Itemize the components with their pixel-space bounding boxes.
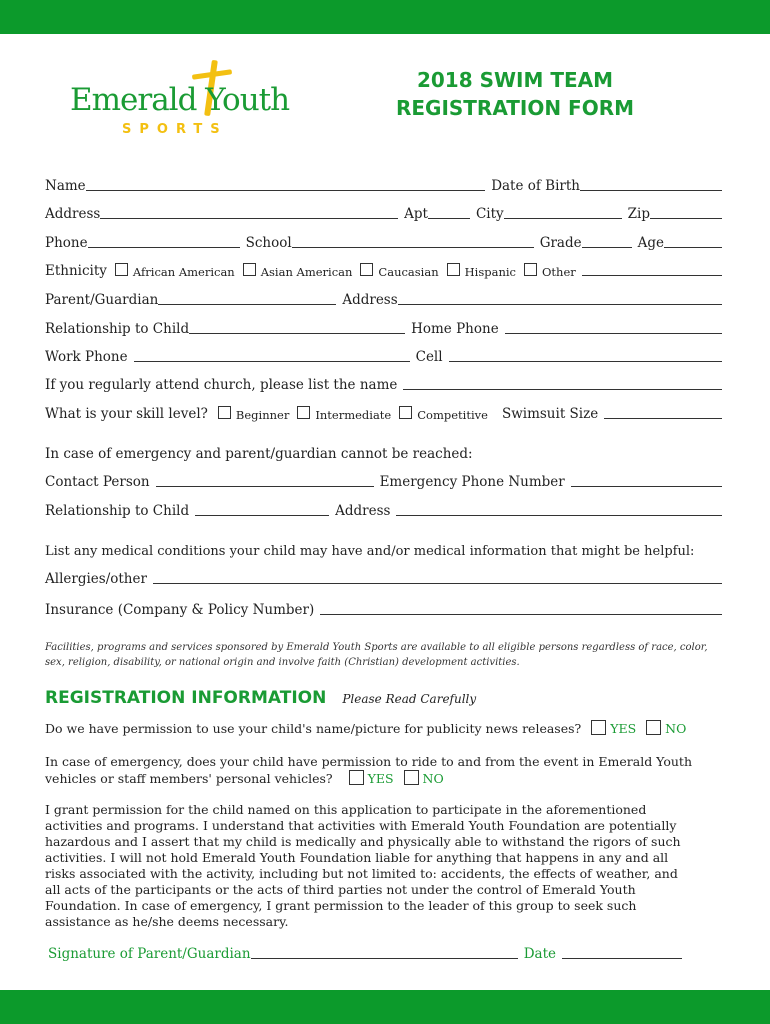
registration-subtitle: Please Read Carefully xyxy=(342,692,477,706)
african-american-checkbox[interactable] xyxy=(115,263,128,276)
logo-sports-text: SPORTS xyxy=(122,122,228,137)
signature-field[interactable] xyxy=(251,958,518,959)
hispanic-label: Hispanic xyxy=(464,265,516,279)
emergency-relationship-field[interactable] xyxy=(195,515,329,516)
transport-question xyxy=(45,754,725,787)
age-field[interactable] xyxy=(664,247,722,248)
caucasian-checkbox[interactable] xyxy=(360,263,373,276)
transport-question-line-2-wrap xyxy=(45,770,725,787)
emergency-phone-field[interactable] xyxy=(571,486,722,487)
cell-label: Cell xyxy=(415,349,443,365)
transport-yes-label: YES xyxy=(367,771,394,786)
allergies-label: Allergies/other xyxy=(45,571,147,587)
relationship-field[interactable] xyxy=(189,333,405,334)
emerald-youth-sports-logo xyxy=(70,58,310,144)
address-field[interactable] xyxy=(100,218,398,219)
consent-paragraph: I grant permission for the child named on this application to participate in the aforementioned activities and programs. I understand that activities with Emerald Youth Foundation are potentially hazardous and I assert that my child is medically and physically able to withstand the rigors of such activities. I will not hold Emerald Youth Foundation liable for anything that happens in any and all risks associated with the activity, including but not limited to: accidents, the effects of weather, and all acts of the participants or the acts of third parties not under the control of Emerald Youth Foundation. In case of emergency, I grant permission to the leader of this group to seek such assistance as he/she deems necessary. xyxy=(45,802,681,929)
emergency-heading: In case of emergency and parent/guardian cannot be reached: xyxy=(45,446,473,462)
contact-label: Contact Person xyxy=(45,474,150,490)
apt-field[interactable] xyxy=(428,218,470,219)
home-phone-label: Home Phone xyxy=(411,321,499,337)
work-phone-label: Work Phone xyxy=(45,349,128,365)
dob-label: Date of Birth xyxy=(491,178,580,194)
school-field[interactable] xyxy=(292,247,534,248)
parent-label: Parent/Guardian xyxy=(45,292,159,308)
bottom-banner xyxy=(0,990,770,1024)
other-ethnicity-field[interactable] xyxy=(582,275,722,276)
address-label: Address xyxy=(45,206,101,222)
row-parent xyxy=(45,288,722,308)
registration-title: REGISTRATION INFORMATION xyxy=(45,688,327,708)
logo-wordmark: Emerald Youth xyxy=(70,82,290,118)
row-address xyxy=(45,202,722,222)
allergies-field[interactable] xyxy=(153,583,722,584)
row-emergency-relationship xyxy=(45,499,722,519)
beginner-checkbox[interactable] xyxy=(218,406,231,419)
signature-date-label: Date xyxy=(523,946,556,962)
row-skill xyxy=(45,402,722,422)
asian-american-label: Asian American xyxy=(260,265,353,279)
contact-field[interactable] xyxy=(156,486,374,487)
row-phone xyxy=(45,231,722,251)
name-field[interactable] xyxy=(86,190,486,191)
transport-no-checkbox[interactable] xyxy=(404,770,419,785)
competitive-checkbox[interactable] xyxy=(399,406,412,419)
swimsuit-label: Swimsuit Size xyxy=(501,406,599,422)
swimsuit-field[interactable] xyxy=(604,418,722,419)
signature-label: Signature of Parent/Guardian xyxy=(48,946,251,962)
publicity-yes-label: YES xyxy=(610,721,637,736)
asian-american-checkbox[interactable] xyxy=(243,263,256,276)
signature-date-field[interactable] xyxy=(562,958,682,959)
zip-field[interactable] xyxy=(650,218,722,219)
emergency-relationship-label: Relationship to Child xyxy=(45,503,190,519)
cell-field[interactable] xyxy=(449,361,722,362)
row-ethnicity xyxy=(45,259,722,279)
medical-heading: List any medical conditions your child may have and/or medical information that might be helpful: xyxy=(45,544,695,559)
phone-label: Phone xyxy=(45,235,88,251)
row-name xyxy=(45,174,722,194)
row-church xyxy=(45,373,722,393)
row-emergency-heading xyxy=(45,442,722,462)
emergency-address-label: Address xyxy=(335,503,391,519)
intermediate-checkbox[interactable] xyxy=(297,406,310,419)
phone-field[interactable] xyxy=(88,247,240,248)
dob-field[interactable] xyxy=(580,190,722,191)
transport-question-line-1: In case of emergency, does your child have permission to ride to and from the event in Emerald Youth xyxy=(45,754,692,769)
row-relationship xyxy=(45,317,722,337)
parent-address-field[interactable] xyxy=(398,304,722,305)
publicity-no-checkbox[interactable] xyxy=(646,720,661,735)
school-label: School xyxy=(245,235,292,251)
row-insurance xyxy=(45,598,722,618)
transport-no-label: NO xyxy=(422,771,444,786)
title-line-2: REGISTRATION FORM xyxy=(395,96,635,120)
publicity-no-label: NO xyxy=(665,721,687,736)
insurance-field[interactable] xyxy=(320,614,722,615)
grade-label: Grade xyxy=(539,235,582,251)
row-signature xyxy=(48,942,682,962)
row-work-phone xyxy=(45,345,722,365)
name-label: Name xyxy=(45,178,86,194)
zip-label: Zip xyxy=(627,206,650,222)
title-line-1: 2018 SWIM TEAM xyxy=(416,68,614,92)
form-title xyxy=(390,66,640,122)
emergency-address-field[interactable] xyxy=(396,515,722,516)
registration-header xyxy=(45,688,476,708)
row-medical-heading xyxy=(45,539,722,559)
african-american-label: African American xyxy=(132,265,235,279)
city-label: City xyxy=(475,206,504,222)
hispanic-checkbox[interactable] xyxy=(447,263,460,276)
row-allergies xyxy=(45,567,722,587)
other-checkbox[interactable] xyxy=(524,263,537,276)
age-label: Age xyxy=(637,235,664,251)
caucasian-label: Caucasian xyxy=(378,265,439,279)
parent-address-label: Address xyxy=(342,292,398,308)
home-phone-field[interactable] xyxy=(505,333,722,334)
intermediate-label: Intermediate xyxy=(315,408,392,422)
ethnicity-label: Ethnicity xyxy=(45,263,107,279)
work-phone-field[interactable] xyxy=(134,361,410,362)
apt-label: Apt xyxy=(404,206,428,222)
transport-yes-checkbox[interactable] xyxy=(349,770,364,785)
grade-field[interactable] xyxy=(582,247,632,248)
other-label: Other xyxy=(541,265,576,279)
nondiscrimination-notice: Facilities, programs and services sponsored by Emerald Youth Sports are available to all eligible persons regardless of race, color, sex, religion, disability, or national origin and involve faith (Christian) development activities. xyxy=(45,642,708,668)
city-field[interactable] xyxy=(504,218,622,219)
publicity-question xyxy=(45,720,725,737)
publicity-question-text: Do we have permission to use your child's name/picture for publicity news releases? xyxy=(45,721,582,736)
transport-question-line-2: vehicles or staff members' personal vehicles? xyxy=(45,771,333,786)
row-contact xyxy=(45,470,722,490)
relationship-label: Relationship to Child xyxy=(45,321,190,337)
skill-label: What is your skill level? xyxy=(45,406,208,422)
emergency-phone-label: Emergency Phone Number xyxy=(379,474,565,490)
publicity-yes-checkbox[interactable] xyxy=(591,720,606,735)
parent-field[interactable] xyxy=(158,304,336,305)
church-field[interactable] xyxy=(403,389,722,390)
beginner-label: Beginner xyxy=(235,408,290,422)
competitive-label: Competitive xyxy=(417,408,488,422)
top-banner xyxy=(0,0,770,34)
church-label: If you regularly attend church, please list the name xyxy=(45,377,398,393)
insurance-label: Insurance (Company & Policy Number) xyxy=(45,602,315,618)
